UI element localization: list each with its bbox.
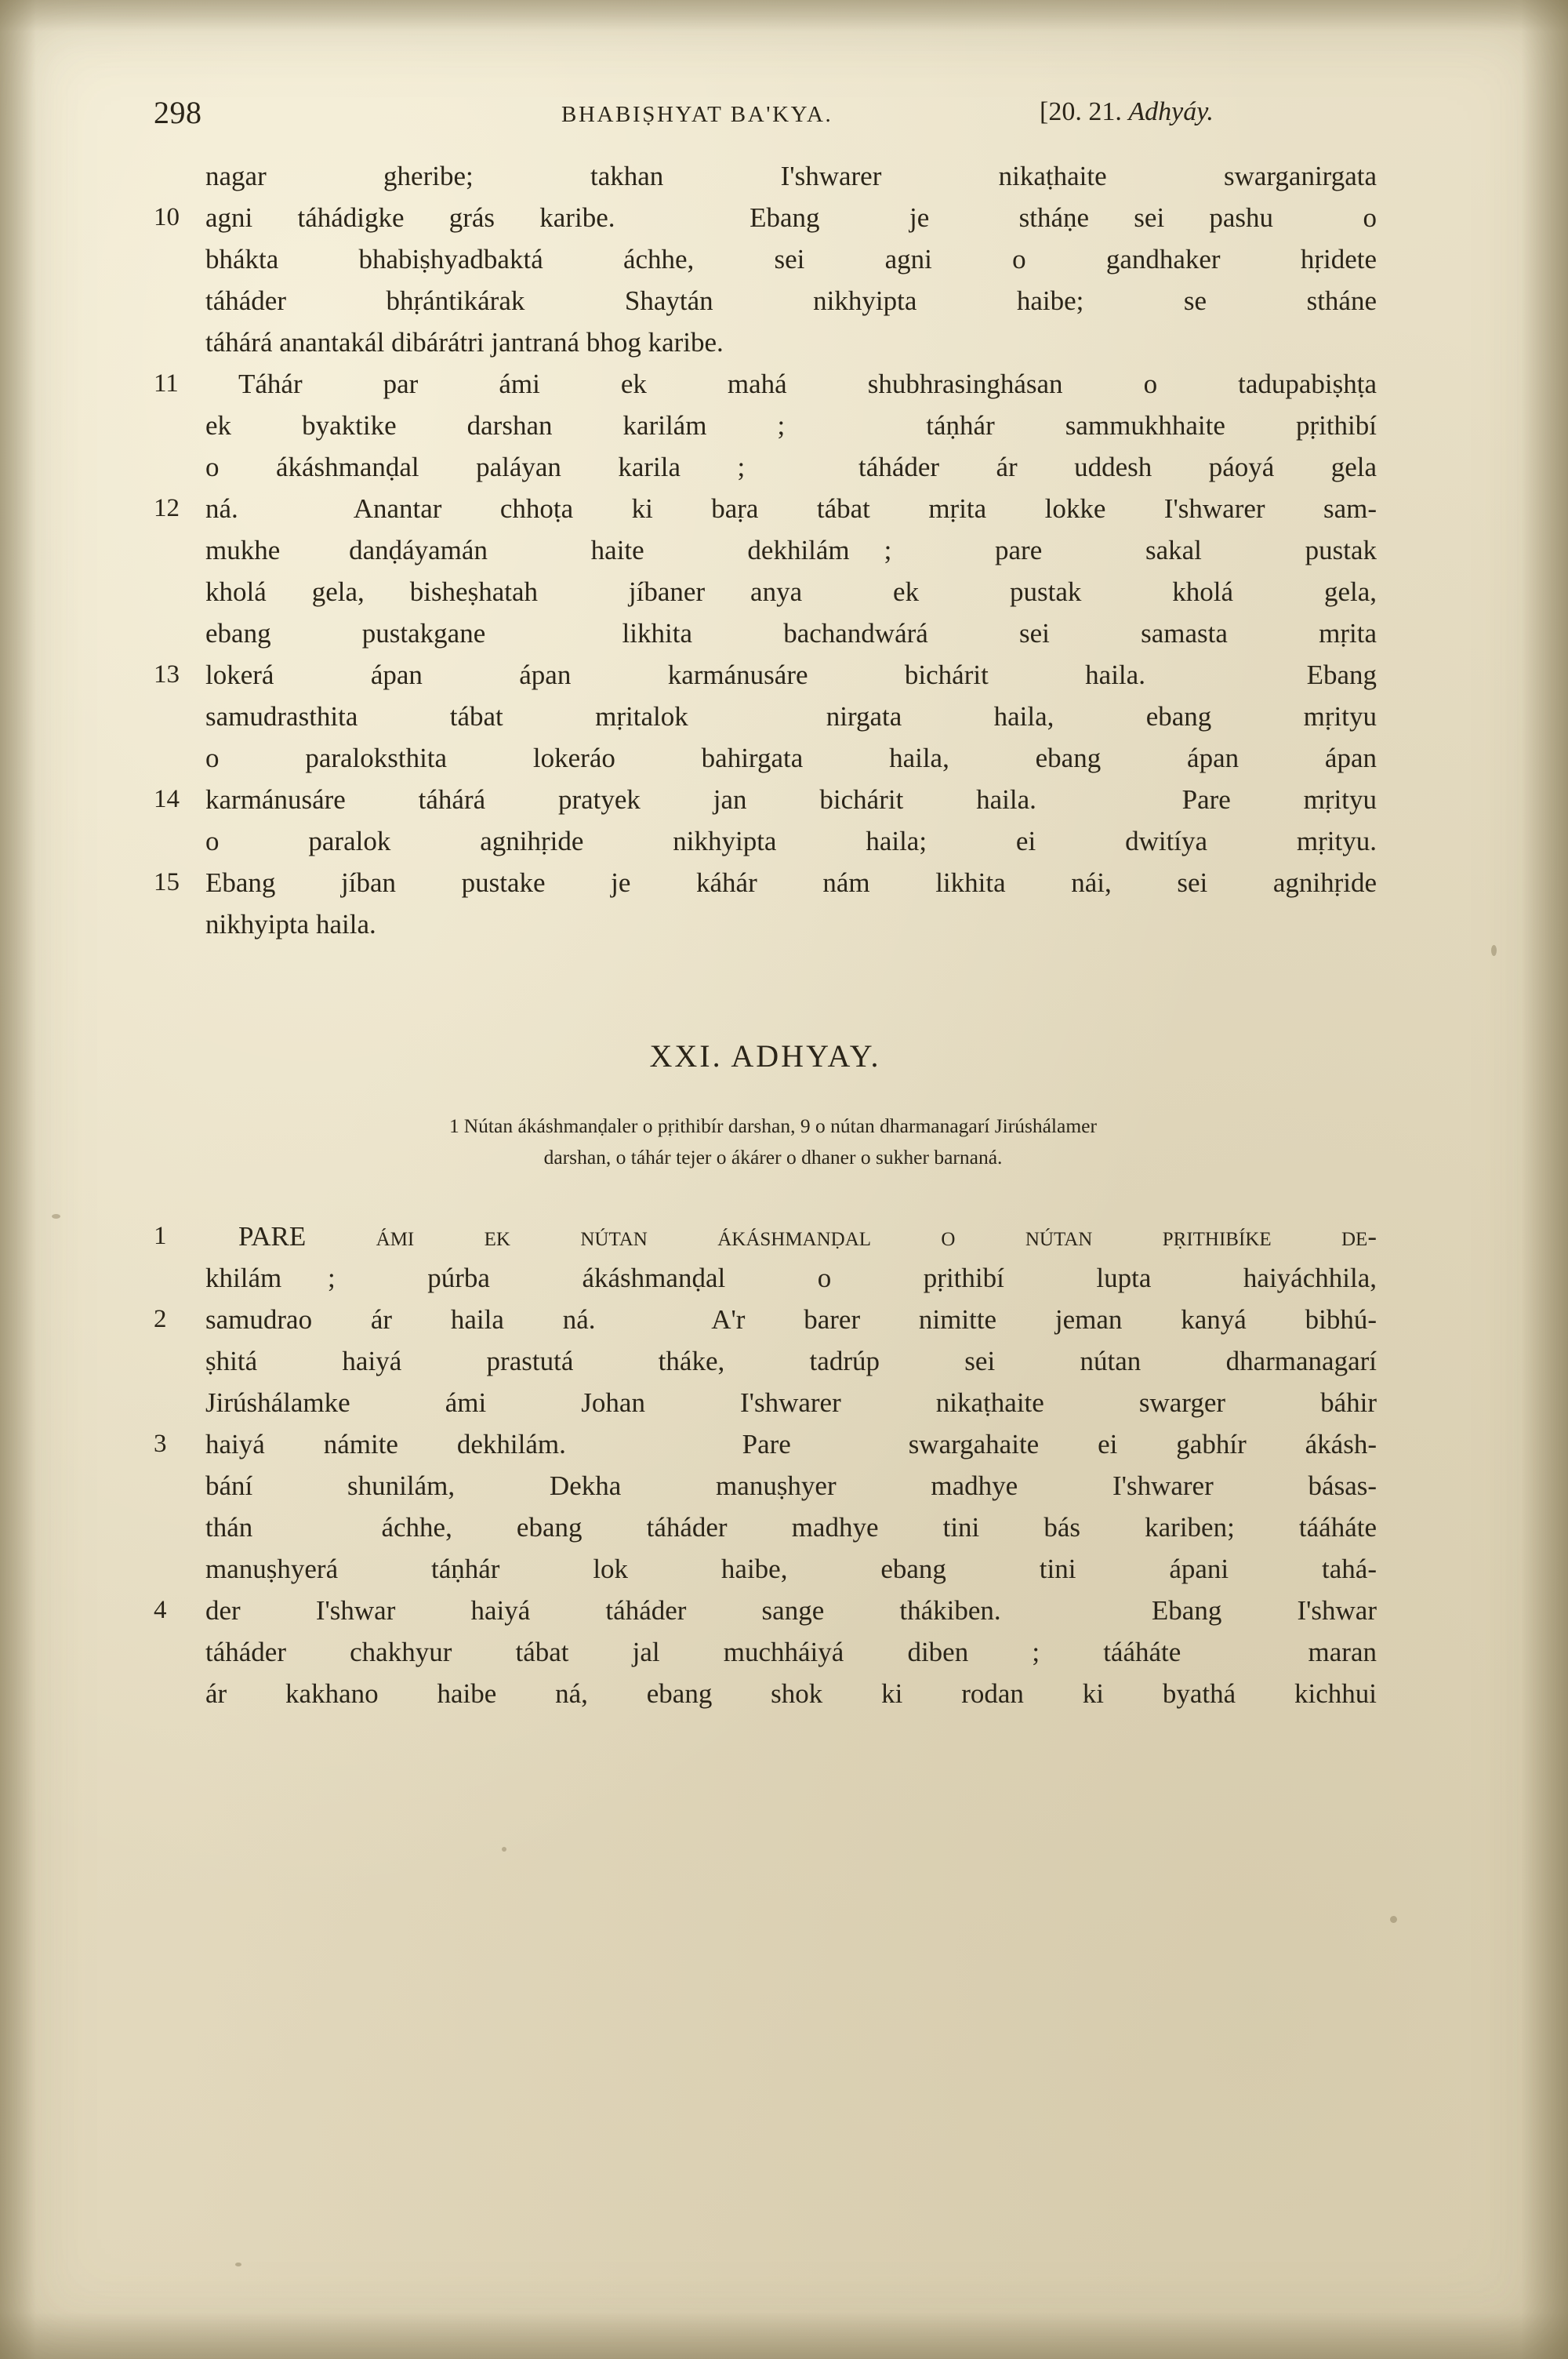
chapter-heading: XXI. ADHYAY. [649, 1038, 881, 1074]
verse-row [154, 238, 1377, 280]
verse-line: nikhyipta haila. [205, 909, 376, 940]
running-head-reference-word: Adhyáy. [1128, 97, 1214, 126]
verse-line: manuṣhyerá táṇhár lok haibe, ebang tini ápani tahá- [205, 1554, 1377, 1584]
paper-speck [502, 1847, 506, 1852]
verse-number: 14 [154, 785, 180, 813]
paper-speck [1491, 945, 1497, 956]
verse-line: ár kakhano haibe ná, ebang shok ki rodan ki byathá kichhui [205, 1678, 1377, 1709]
verse-row [154, 1216, 1377, 1257]
verse-row [154, 363, 1377, 405]
verse-line: ek byaktike darshan karilám ; táṇhár sammukhhaite pṛithibí [205, 410, 1377, 441]
verse-number: 13 [154, 660, 180, 689]
paper-speck [235, 2263, 241, 2266]
verse-row [154, 1548, 1377, 1590]
page-content [154, 86, 1377, 1714]
verse-number: 11 [154, 369, 179, 398]
running-head [154, 86, 1377, 138]
verse-row [154, 446, 1377, 488]
argument-line-1: Nútan ákáshmanḍaler o pṛithibír darshan, 9 o nútan dharmanagarí Jirúshálamer [463, 1114, 1097, 1137]
verse-row [154, 1257, 1377, 1299]
verse-row [154, 862, 1377, 903]
verse-row [154, 1299, 1377, 1340]
verse-line: mukhe danḍáyamán haite dekhilám ; pare sakal pustak [205, 535, 1377, 565]
verse-row [154, 612, 1377, 654]
verse-line: ebang pustakgane likhita bachandwárá sei samasta mṛita [205, 618, 1377, 649]
verse-line: bání shunilám, Dekha manuṣhyer madhye I'shwarer básas- [205, 1470, 1377, 1501]
page-edge-shadow-top [0, 0, 1568, 31]
argument-number: 1 [449, 1114, 459, 1137]
verse-row [154, 1423, 1377, 1465]
verse-row [154, 654, 1377, 696]
verse-line: samudrasthita tábat mṛitalok nirgata haila, ebang mṛityu [205, 701, 1377, 732]
verse-row [154, 1673, 1377, 1714]
verse-line: Táhár par ámi ek mahá shubhrasinghásan o tadupabiṣhṭa [238, 369, 1377, 399]
paper-speck [1390, 1916, 1397, 1923]
verse-row [154, 1465, 1377, 1507]
verse-number: 3 [154, 1430, 167, 1458]
verse-line: bhákta bhabiṣhyadbaktá áchhe, sei agni o gandhaker hṛidete [205, 244, 1377, 274]
verse-row [154, 155, 1377, 197]
verse-row [154, 405, 1377, 446]
verse-row [154, 571, 1377, 612]
verse-line: der I'shwar haiyá táháder sange thákiben. Ebang I'shwar [205, 1595, 1377, 1626]
verse-line: nagar gheribe; takhan I'shwarer nikaṭhaite swarganirgata [205, 161, 1377, 191]
verse-row [154, 779, 1377, 820]
verse-line: o ákáshmanḍal paláyan karila ; táháder ár uddesh páoyá gela [205, 452, 1377, 482]
verse-line: kholá gela, bisheṣhatah jíbaner anya ek pustak kholá gela, [205, 576, 1377, 607]
verse-number: 10 [154, 203, 180, 231]
verse-line: haiyá námite dekhilám. Pare swargahaite ei gabhír ákásh- [205, 1429, 1377, 1459]
verse-row [154, 197, 1377, 238]
page-edge-shadow-right [1521, 0, 1568, 2359]
verse-number: 2 [154, 1305, 167, 1333]
verse-row [154, 322, 1377, 363]
verse-line: ṣhitá haiyá prastutá tháke, tadrúp sei nútan dharmanagarí [205, 1346, 1377, 1376]
running-head-reference [1040, 97, 1214, 127]
page-edge-shadow-left [0, 0, 36, 2359]
verse-line: ná. Anantar chhoṭa ki baṛa tábat mṛita lokke I'shwarer sam- [205, 493, 1377, 524]
verse-line: samudrao ár haila ná. A'r barer nimitte jeman kanyá bibhú- [205, 1304, 1377, 1335]
verse-line: o paraloksthita lokeráo bahirgata haila, ebang ápan ápan [205, 743, 1377, 773]
page-edge-shadow-bottom [0, 2312, 1568, 2359]
verse-number: 4 [154, 1596, 167, 1624]
verse-row [154, 1507, 1377, 1548]
verse-row [154, 529, 1377, 571]
page-number: 298 [154, 95, 202, 130]
verse-row [154, 488, 1377, 529]
verse-line: táháder bhṛántikárak Shaytán nikhyipta haibe; se stháne [205, 285, 1377, 316]
verse-line: o paralok agnihṛide nikhyipta haila; ei dwitíya mṛityu. [205, 826, 1377, 856]
verse-number: 12 [154, 494, 180, 522]
verse-number: 1 [154, 1222, 167, 1250]
argument-line-2: darshan, o táhár tejer o ákárer o dhaner o sukher barnaná. [543, 1146, 1003, 1169]
verse-line: táhárá anantakál dibárátri jantraná bhog karibe. [205, 327, 724, 358]
paper-speck [52, 1214, 60, 1219]
verse-row [154, 696, 1377, 737]
verse-row [154, 737, 1377, 779]
verse-line: Jirúshálamke ámi Johan I'shwarer nikaṭhaite swarger báhir [205, 1387, 1377, 1418]
verse-number: 15 [154, 868, 180, 896]
verse-line: táháder chakhyur tábat jal muchháiyá diben ; tááháte maran [205, 1637, 1377, 1667]
chapter-20-verses [154, 155, 1377, 945]
running-head-reference-numbers: [20. 21. [1040, 97, 1129, 126]
verse-line: agni táhádigke grás karibe. Ebang je stháṇe sei pashu o [205, 202, 1377, 233]
verse-row [154, 1590, 1377, 1631]
verse-row [154, 1340, 1377, 1382]
verse-row [154, 280, 1377, 322]
verse-line: PARE ámi ek nútan ákáshmanḍal o nútan pṛithibíke de- [238, 1221, 1377, 1252]
verse-row [154, 1382, 1377, 1423]
verse-line: lokerá ápan ápan karmánusáre bichárit haila. Ebang [205, 660, 1377, 690]
verse-line: karmánusáre táhárá pratyek jan bichárit haila. Pare mṛityu [205, 784, 1377, 815]
verse-row [154, 903, 1377, 945]
verse-line: thán áchhe, ebang táháder madhye tini bás kariben; tááháte [205, 1512, 1377, 1543]
running-head-title: BHABIṢHYAT BA'KYA. [561, 102, 833, 127]
verse-line: khilám ; púrba ákáshmanḍal o pṛithibí lupta haiyáchhila, [205, 1263, 1377, 1293]
verse-row [154, 820, 1377, 862]
verse-row [154, 1631, 1377, 1673]
chapter-argument [187, 1110, 1359, 1173]
verse-line: Ebang jíban pustake je káhár nám likhita nái, sei agnihṛide [205, 867, 1377, 898]
chapter-21-verses [154, 1216, 1377, 1714]
